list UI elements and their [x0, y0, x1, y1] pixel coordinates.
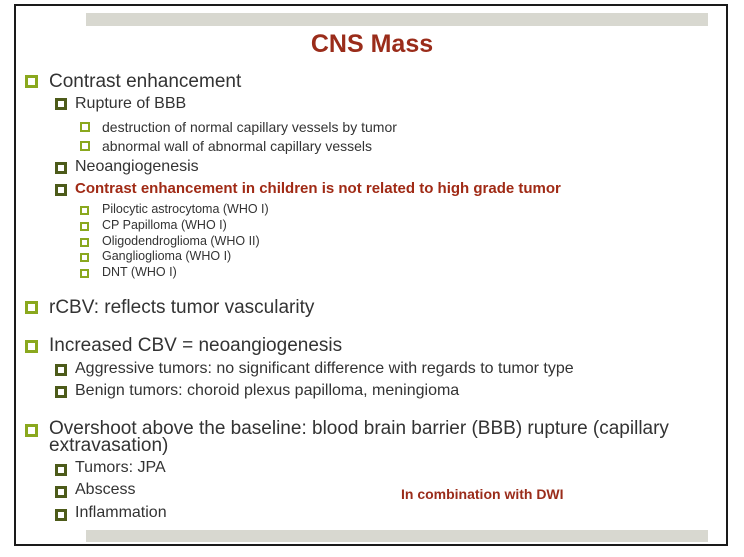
bullet-square-icon — [80, 122, 90, 132]
bullet-square-icon — [25, 340, 38, 353]
bullet-neoangiogenesis: Neoangiogenesis — [75, 158, 199, 175]
dwi-note: In combination with DWI — [401, 486, 564, 502]
bullet-overshoot-line1: Overshoot above the baseline: blood brain barrier (BBB) rupture (capillary — [49, 418, 669, 439]
bullet-square-icon — [25, 75, 38, 88]
bullet-square-icon — [55, 486, 67, 498]
bullet-destruction: destruction of normal capillary vessels by tumor — [102, 119, 397, 135]
bullet-aggressive: Aggressive tumors: no significant difference with regards to tumor type — [75, 360, 574, 377]
bullet-square-icon — [80, 238, 89, 247]
top-decor-bar — [86, 13, 708, 26]
bullet-overshoot-line2: extravasation) — [49, 435, 169, 456]
bullet-rcbv: rCBV: reflects tumor vascularity — [49, 297, 315, 318]
bullet-tumors-jpa: Tumors: JPA — [75, 459, 166, 476]
bullet-square-icon — [80, 269, 89, 278]
bullet-square-icon — [55, 386, 67, 398]
bullet-ganglioglioma: Ganglioglioma (WHO I) — [102, 249, 232, 263]
bottom-decor-bar — [86, 530, 708, 542]
bullet-abnormal-wall: abnormal wall of abnormal capillary vessels — [102, 138, 373, 154]
bullet-abscess: Abscess — [75, 481, 136, 498]
bullet-square-icon — [25, 301, 38, 314]
bullet-pilocytic: Pilocytic astrocytoma (WHO I) — [102, 202, 269, 216]
bullet-increased-cbv: Increased CBV = neoangiogenesis — [49, 335, 343, 356]
bullet-contrast-enhancement: Contrast enhancement — [49, 71, 242, 92]
bullet-square-icon — [80, 141, 90, 151]
bullet-dnt: DNT (WHO I) — [102, 265, 177, 279]
bullet-benign: Benign tumors: choroid plexus papilloma, meningioma — [75, 382, 460, 399]
bullet-square-icon — [25, 424, 38, 437]
slide-title: CNS Mass — [310, 30, 434, 58]
bullet-cp-papilloma: CP Papilloma (WHO I) — [102, 218, 227, 232]
bullet-inflammation: Inflammation — [75, 504, 167, 521]
bullet-square-icon — [55, 184, 67, 196]
bullet-square-icon — [55, 98, 67, 110]
bullet-square-icon — [80, 206, 89, 215]
bullet-square-icon — [55, 509, 67, 521]
bullet-square-icon — [80, 222, 89, 231]
bullet-square-icon — [55, 364, 67, 376]
bullet-square-icon — [80, 253, 89, 262]
bullet-square-icon — [55, 464, 67, 476]
bullet-oligodendroglioma: Oligodendroglioma (WHO II) — [102, 234, 260, 248]
bullet-square-icon — [55, 162, 67, 174]
bullet-children-enhancement: Contrast enhancement in children is not related to high grade tumor — [75, 180, 561, 197]
bullet-rupture-bbb: Rupture of BBB — [75, 95, 187, 112]
